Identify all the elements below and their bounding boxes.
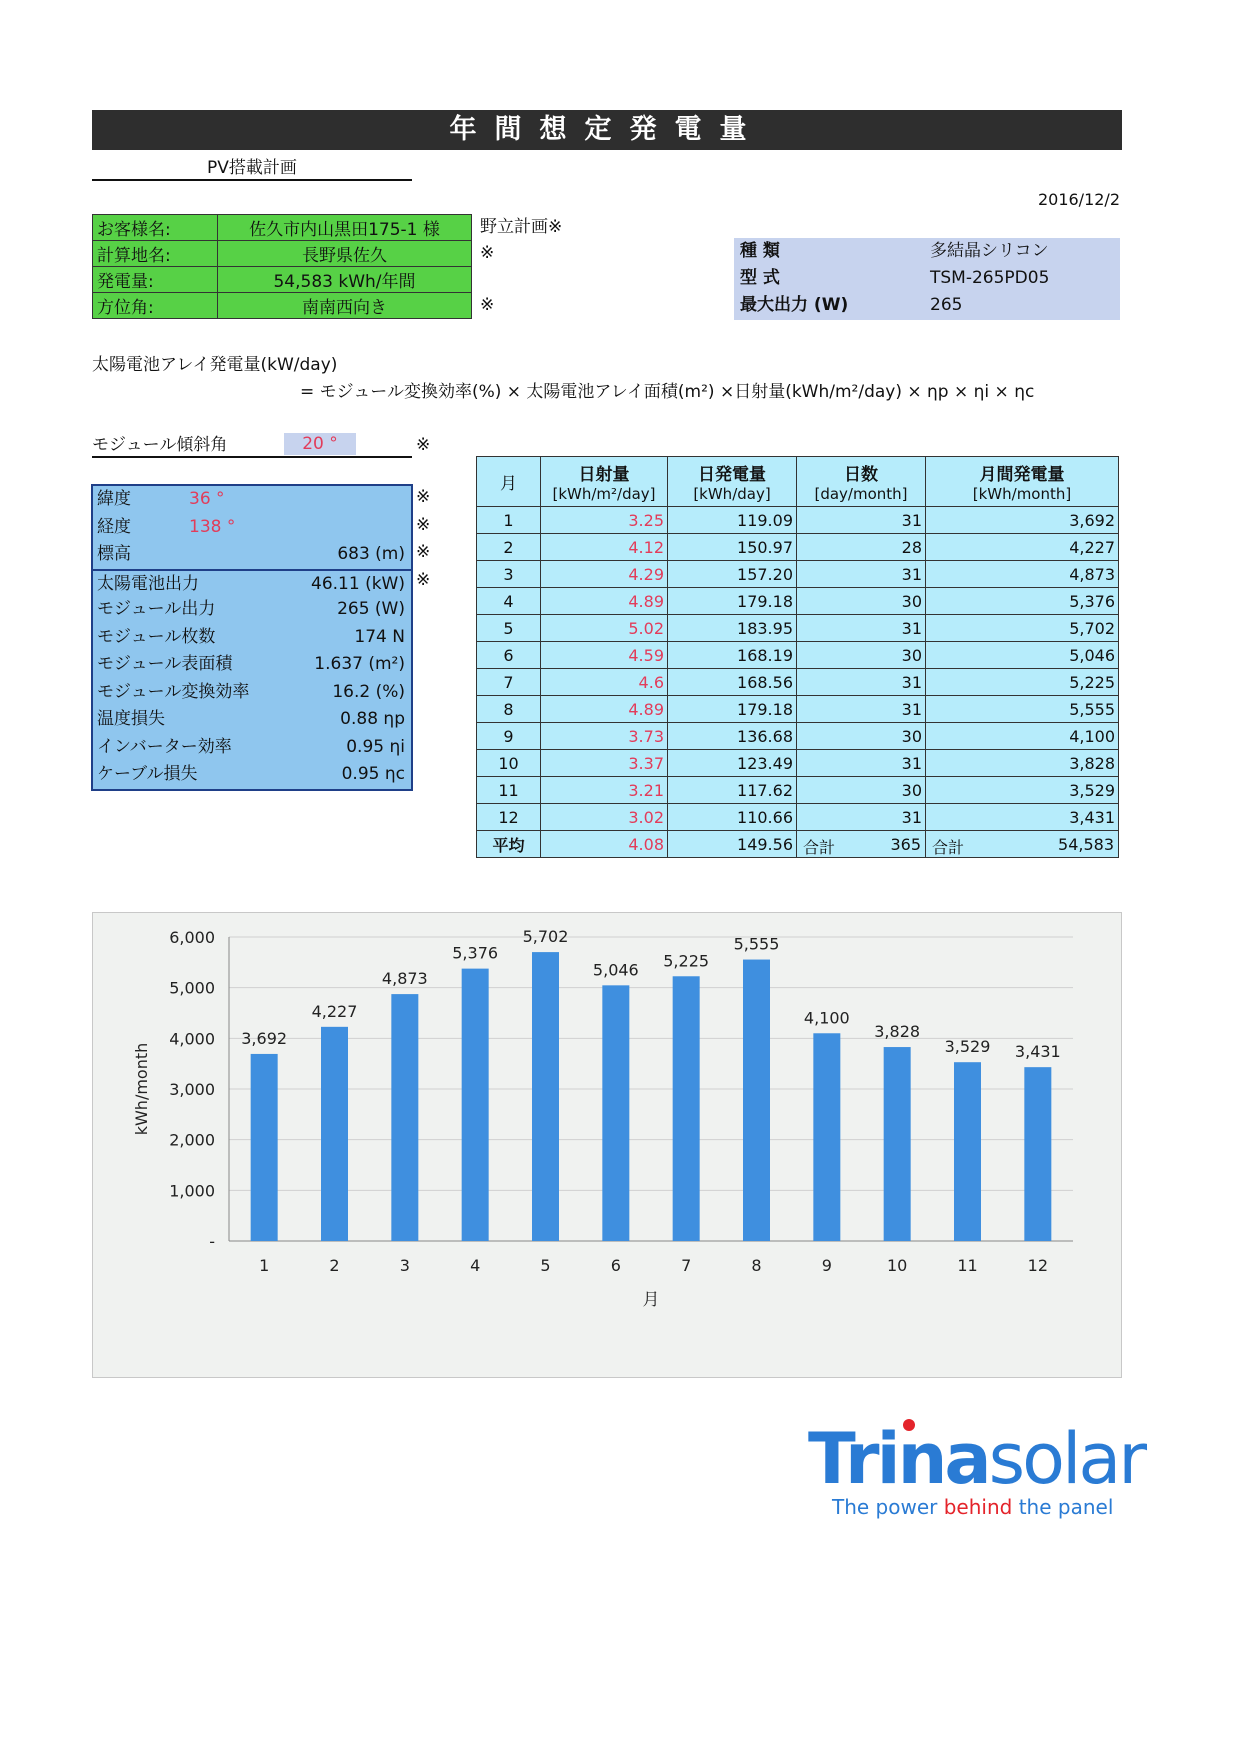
logo-tag-a: The power xyxy=(832,1495,944,1519)
logo-wordmark xyxy=(808,1418,1147,1500)
bar xyxy=(813,1033,840,1241)
customer-table xyxy=(92,214,472,319)
spec-row xyxy=(734,265,1120,292)
cell-daily: 117.62 xyxy=(668,777,797,804)
cell-daily: 119.09 xyxy=(668,507,797,534)
cell-days: 31 xyxy=(797,615,926,642)
param-row xyxy=(93,734,411,762)
cell-irradiance: 3.37 xyxy=(541,750,668,777)
cell-days: 31 xyxy=(797,804,926,831)
table-row xyxy=(477,696,1119,723)
cell-daily: 123.49 xyxy=(668,750,797,777)
param-value: 265 (W) xyxy=(337,599,405,619)
monthly-table xyxy=(476,456,1119,858)
cell-days: 30 xyxy=(797,642,926,669)
customer-row xyxy=(93,215,472,241)
y-axis-title: kWh/month xyxy=(132,1042,151,1136)
param-note: ※ xyxy=(416,542,431,562)
tilt-label: モジュール傾斜角 xyxy=(92,435,228,455)
x-tick-label: 7 xyxy=(681,1256,692,1275)
param-row xyxy=(93,596,411,624)
customer-key: 方位角: xyxy=(93,293,218,319)
footer-days-label: 合計 xyxy=(803,838,836,857)
bar-value-label: 5,702 xyxy=(522,927,569,947)
cell-monthly: 3,529 xyxy=(926,777,1119,804)
customer-row xyxy=(93,293,472,319)
spec-key: 最大出力 (W) xyxy=(740,295,849,315)
monthly-table-footer xyxy=(477,831,1119,858)
bar-value-label: 4,873 xyxy=(381,969,428,989)
footer-days: 365 xyxy=(890,835,921,854)
footer-label: 平均 xyxy=(477,831,541,858)
y-tick-label: 3,000 xyxy=(169,1080,215,1099)
footer-daily: 149.56 xyxy=(668,831,797,858)
customer-value: 佐久市内山黒田175-1 様 xyxy=(218,215,472,241)
bar xyxy=(743,960,770,1241)
cell-month: 10 xyxy=(477,750,541,777)
cell-irradiance: 4.89 xyxy=(541,588,668,615)
cell-monthly: 4,227 xyxy=(926,534,1119,561)
logo-tag-c: the panel xyxy=(1012,1495,1114,1519)
cell-irradiance: 3.73 xyxy=(541,723,668,750)
col-title: 日射量 xyxy=(578,465,630,485)
col-unit: [day/month] xyxy=(814,485,908,503)
customer-note xyxy=(480,266,562,292)
customer-key: お客様名: xyxy=(93,215,218,241)
param-row xyxy=(93,706,411,734)
cell-irradiance: 3.21 xyxy=(541,777,668,804)
param-key: モジュール出力 xyxy=(97,599,216,619)
bar-value-label: 3,828 xyxy=(874,1022,921,1042)
bar-value-label: 5,046 xyxy=(592,960,639,980)
param-key: モジュール変換効率 xyxy=(97,681,250,702)
customer-value: 南南西向き xyxy=(218,293,472,319)
x-tick-label: 12 xyxy=(1027,1256,1049,1275)
col-header-monthly xyxy=(926,457,1119,507)
cell-monthly: 3,828 xyxy=(926,750,1119,777)
chart-panel xyxy=(92,912,1122,1378)
param-value: 174 N xyxy=(354,626,405,647)
cell-daily: 150.97 xyxy=(668,534,797,561)
cell-daily: 168.56 xyxy=(668,669,797,696)
page-title: 年間想定発電量 xyxy=(92,110,1122,150)
table-row xyxy=(477,642,1119,669)
formula: = モジュール変換効率(%) × 太陽電池アレイ面積(m²) ×日射量(kWh/m²/day) × ηp × ηi × ηc xyxy=(300,382,1035,402)
bar-value-label: 5,225 xyxy=(663,951,710,971)
param-note: ※ xyxy=(416,487,431,507)
cell-daily: 179.18 xyxy=(668,588,797,615)
cell-month: 4 xyxy=(477,588,541,615)
cell-daily: 179.18 xyxy=(668,696,797,723)
spec-key: 型 式 xyxy=(740,268,780,288)
cell-month: 6 xyxy=(477,642,541,669)
cell-month: 7 xyxy=(477,669,541,696)
parameter-notes xyxy=(416,484,430,594)
cell-monthly: 5,046 xyxy=(926,642,1119,669)
bar xyxy=(884,1047,911,1241)
x-tick-label: 1 xyxy=(259,1256,270,1275)
col-unit: [kWh/month] xyxy=(972,485,1072,503)
cell-monthly: 3,692 xyxy=(926,507,1119,534)
table-row xyxy=(477,804,1119,831)
footer-total-cell xyxy=(926,831,1119,858)
x-tick-label: 11 xyxy=(957,1256,978,1275)
param-row xyxy=(93,569,411,597)
table-row xyxy=(477,750,1119,777)
param-key: 太陽電池出力 xyxy=(97,573,199,594)
bar-value-label: 3,431 xyxy=(1014,1042,1061,1062)
monthly-table-header xyxy=(477,457,1119,507)
cell-month: 12 xyxy=(477,804,541,831)
cell-month: 5 xyxy=(477,615,541,642)
table-row xyxy=(477,534,1119,561)
table-row xyxy=(477,723,1119,750)
customer-key: 計算地名: xyxy=(93,241,218,267)
cell-monthly: 3,431 xyxy=(926,804,1119,831)
bar xyxy=(251,1054,278,1241)
param-value: 16.2 (%) xyxy=(332,681,405,702)
param-row xyxy=(93,679,411,707)
cell-daily: 157.20 xyxy=(668,561,797,588)
y-tick-label: 5,000 xyxy=(169,978,215,998)
bar-value-label: 4,227 xyxy=(311,1001,358,1021)
spec-value: 265 xyxy=(930,295,963,315)
col-header-irradiance xyxy=(541,457,668,507)
cell-daily: 183.95 xyxy=(668,615,797,642)
cell-irradiance: 3.02 xyxy=(541,804,668,831)
bar xyxy=(673,976,700,1241)
customer-note: ※ xyxy=(480,295,495,315)
col-header-month xyxy=(477,457,541,507)
cell-days: 31 xyxy=(797,696,926,723)
cell-irradiance: 4.12 xyxy=(541,534,668,561)
monthly-table-body xyxy=(477,507,1119,831)
cell-month: 8 xyxy=(477,696,541,723)
y-tick-label: - xyxy=(209,1232,215,1251)
bar xyxy=(602,985,629,1241)
param-row xyxy=(93,514,411,542)
footer-irradiance: 4.08 xyxy=(541,831,668,858)
y-tick-label: 4,000 xyxy=(169,1029,215,1049)
param-row xyxy=(93,486,411,514)
cell-days: 31 xyxy=(797,750,926,777)
table-row xyxy=(477,615,1119,642)
param-value: 0.88 ηp xyxy=(340,709,405,729)
col-header-daily xyxy=(668,457,797,507)
cell-month: 2 xyxy=(477,534,541,561)
table-row xyxy=(477,561,1119,588)
cell-days: 30 xyxy=(797,588,926,615)
cell-monthly: 5,376 xyxy=(926,588,1119,615)
cell-daily: 136.68 xyxy=(668,723,797,750)
bar xyxy=(954,1062,981,1241)
param-value: 683 (m) xyxy=(337,544,405,564)
param-note: ※ xyxy=(416,514,431,535)
cell-monthly: 5,225 xyxy=(926,669,1119,696)
param-row xyxy=(93,651,411,679)
customer-row xyxy=(93,267,472,293)
col-title: 日数 xyxy=(844,465,878,485)
cell-month: 9 xyxy=(477,723,541,750)
x-tick-label: 5 xyxy=(540,1256,551,1275)
spec-row xyxy=(734,238,1120,265)
y-tick-label: 2,000 xyxy=(169,1130,215,1150)
x-tick-label: 2 xyxy=(329,1256,340,1275)
tilt-row xyxy=(92,432,431,458)
x-tick-label: 4 xyxy=(470,1256,481,1275)
param-note: ※ xyxy=(416,569,431,590)
cell-daily: 110.66 xyxy=(668,804,797,831)
customer-note: ※ xyxy=(480,243,495,263)
cell-monthly: 5,555 xyxy=(926,696,1119,723)
col-header-days xyxy=(797,457,926,507)
table-row xyxy=(477,507,1119,534)
monthly-generation-chart xyxy=(93,913,1123,1379)
cell-monthly: 5,702 xyxy=(926,615,1119,642)
footer-days-cell xyxy=(797,831,926,858)
x-axis-title: 月 xyxy=(642,1290,660,1310)
bar-value-label: 3,529 xyxy=(944,1037,991,1057)
bar xyxy=(532,952,559,1241)
customer-row xyxy=(93,241,472,267)
param-key: インバーター効率 xyxy=(97,736,232,757)
bar xyxy=(391,994,418,1241)
x-tick-label: 6 xyxy=(610,1256,621,1275)
param-row xyxy=(93,541,411,569)
tilt-unit: ° xyxy=(329,434,338,454)
param-key: モジュール表面積 xyxy=(97,654,233,674)
cell-daily: 168.19 xyxy=(668,642,797,669)
param-angle: 36 ° xyxy=(189,489,225,509)
cell-days: 30 xyxy=(797,723,926,750)
param-key: 経度 xyxy=(97,516,131,537)
module-spec-box xyxy=(734,238,1120,320)
bar xyxy=(1024,1067,1051,1241)
param-angle: 138 ° xyxy=(189,516,236,537)
cell-monthly: 4,873 xyxy=(926,561,1119,588)
col-title: 月 xyxy=(500,474,517,494)
cell-monthly: 4,100 xyxy=(926,723,1119,750)
cell-days: 30 xyxy=(797,777,926,804)
report-date: 2016/12/2 xyxy=(1037,190,1120,209)
param-key: 緯度 xyxy=(97,489,131,509)
bar xyxy=(462,969,489,1241)
customer-note: 野立計画※ xyxy=(480,217,563,237)
cell-days: 28 xyxy=(797,534,926,561)
cell-irradiance: 4.6 xyxy=(541,669,668,696)
param-key: 標高 xyxy=(97,544,131,564)
formula-heading: 太陽電池アレイ発電量(kW/day) xyxy=(92,355,338,375)
x-tick-label: 10 xyxy=(886,1256,908,1275)
customer-notes xyxy=(480,214,562,318)
cell-irradiance: 4.59 xyxy=(541,642,668,669)
x-tick-label: 9 xyxy=(821,1256,832,1275)
param-key: モジュール枚数 xyxy=(97,626,216,647)
tilt-value-box xyxy=(284,433,356,455)
cell-days: 31 xyxy=(797,507,926,534)
param-key: 温度損失 xyxy=(97,709,165,729)
cell-days: 31 xyxy=(797,669,926,696)
spec-key: 種 類 xyxy=(740,241,780,261)
logo-tag-b: behind xyxy=(943,1495,1013,1519)
param-value: 1.637 (m²) xyxy=(314,654,405,674)
table-row xyxy=(477,669,1119,696)
bar-value-label: 5,555 xyxy=(733,934,780,954)
y-tick-label: 6,000 xyxy=(169,928,215,947)
cell-irradiance: 4.89 xyxy=(541,696,668,723)
bar xyxy=(321,1027,348,1241)
param-row xyxy=(93,624,411,652)
cell-irradiance: 5.02 xyxy=(541,615,668,642)
cell-days: 31 xyxy=(797,561,926,588)
table-row xyxy=(477,588,1119,615)
col-unit: [kWh/m²/day] xyxy=(552,485,656,503)
logo-brand-light: solar xyxy=(988,1418,1145,1500)
cell-month: 1 xyxy=(477,507,541,534)
bar-value-label: 3,692 xyxy=(241,1028,288,1048)
customer-key: 発電量: xyxy=(93,267,218,293)
param-value: 0.95 ηc xyxy=(341,764,405,784)
param-row xyxy=(93,761,411,789)
customer-value: 長野県佐久 xyxy=(218,241,472,267)
param-value: 0.95 ηi xyxy=(346,736,405,757)
parameters-box xyxy=(91,484,413,791)
tilt-note: ※ xyxy=(416,435,431,455)
bar-value-label: 5,376 xyxy=(452,943,499,963)
logo-brand-bold: Trina xyxy=(808,1418,989,1500)
col-unit: [kWh/day] xyxy=(693,485,771,503)
tilt-value: 20 xyxy=(302,434,324,454)
customer-value: 54,583 kWh/年間 xyxy=(218,267,472,293)
cell-irradiance: 4.29 xyxy=(541,561,668,588)
footer-total-label: 合計 xyxy=(932,838,965,857)
cell-month: 11 xyxy=(477,777,541,804)
col-title: 日発電量 xyxy=(698,465,766,485)
cell-month: 3 xyxy=(477,561,541,588)
param-key: ケーブル損失 xyxy=(97,764,198,784)
spec-row xyxy=(734,292,1120,319)
table-row xyxy=(477,777,1119,804)
footer-total: 54,583 xyxy=(1058,835,1114,854)
trinasolar-logo xyxy=(808,1410,1148,1520)
plan-label: PV搭載計画 xyxy=(92,155,412,181)
spec-value: 多結晶シリコン xyxy=(930,241,1049,261)
bar-value-label: 4,100 xyxy=(803,1008,850,1028)
col-title: 月間発電量 xyxy=(979,465,1065,485)
param-value: 46.11 (kW) xyxy=(311,573,405,594)
logo-tagline xyxy=(831,1495,1113,1519)
x-tick-label: 8 xyxy=(751,1256,762,1275)
spec-value: TSM-265PD05 xyxy=(930,268,1050,288)
x-tick-label: 3 xyxy=(399,1256,410,1275)
y-tick-label: 1,000 xyxy=(169,1181,215,1201)
cell-irradiance: 3.25 xyxy=(541,507,668,534)
